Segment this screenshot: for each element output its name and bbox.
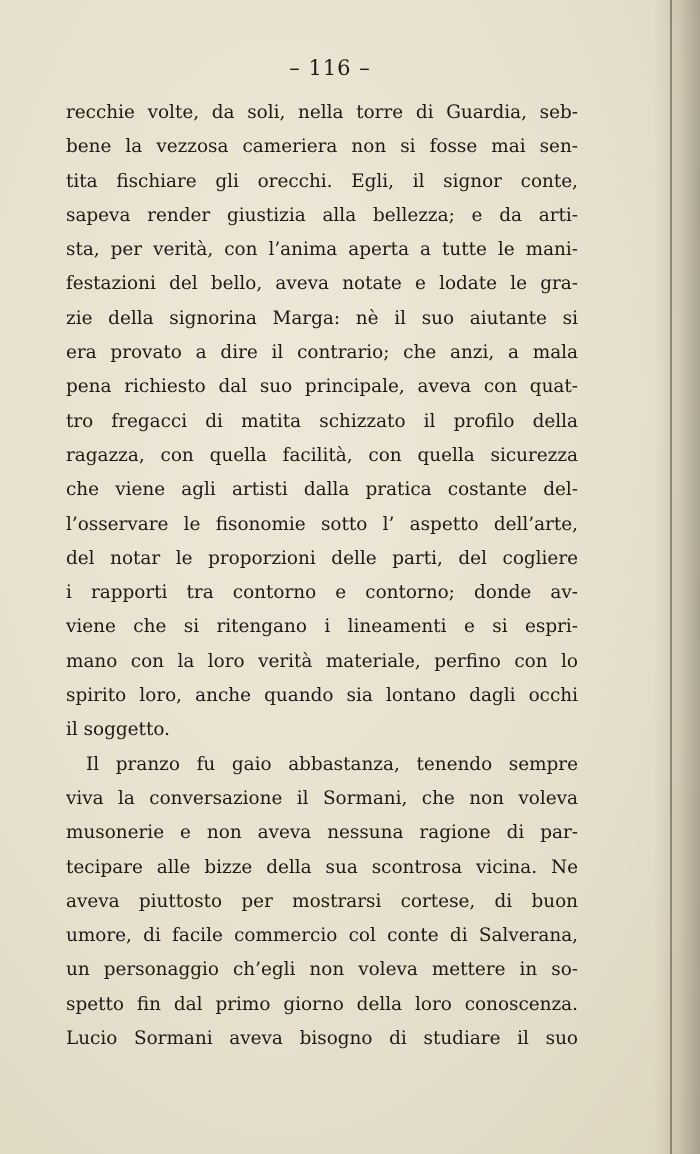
text-line: che viene agli artisti dalla pratica costante del- — [66, 479, 578, 501]
text-line: ragazza, con quella facilità, con quella sicurezza — [66, 444, 578, 466]
text-line: festazioni del bello, aveva notate e lodate le gra- — [66, 273, 578, 295]
text-line: Lucio Sormani aveva bisogno di studiare il suo — [66, 1028, 578, 1050]
text-line: zie della signorina Marga: nè il suo aiutante si — [66, 307, 578, 329]
text-line: spirito loro, anche quando sia lontano dagli occhi — [66, 685, 578, 707]
text-line: recchie volte, da soli, nella torre di Guardia, seb- — [66, 102, 578, 123]
text-line: tecipare alle bizze della sua scontrosa vicina. Ne — [66, 856, 578, 878]
text-line: Il pranzo fu gaio abbastanza, tenendo sempre — [86, 753, 578, 775]
text-line: sapeva render giustizia alla bellezza; e da arti- — [66, 204, 578, 226]
text-line: sta, per verità, con l’anima aperta a tutte le mani- — [66, 239, 578, 261]
text-line: tro fregacci di matita schizzato il profilo della — [66, 410, 578, 432]
text-line: del notar le proporzioni delle parti, del cogliere — [66, 547, 578, 569]
text-line: un personaggio ch’egli non voleva mettere in so- — [66, 959, 578, 981]
text-line: spetto fin dal primo giorno della loro conoscenza. — [66, 993, 578, 1015]
text-line: viva la conversazione il Sormani, che non voleva — [66, 787, 578, 809]
binding-shadow — [654, 0, 700, 1154]
text-line: l’osservare le fisonomie sotto l’ aspetto dell’arte, — [66, 513, 578, 535]
text-line: mano con la loro verità materiale, perfino con lo — [66, 650, 578, 672]
text-line: tita fischiare gli orecchi. Egli, il signor conte, — [66, 170, 578, 192]
text-line: musonerie e non aveva nessuna ragione di par- — [66, 822, 578, 844]
text-line: viene che si ritengano i lineamenti e si espri- — [66, 616, 578, 638]
binding-edge — [670, 0, 672, 1154]
text-line: umore, di facile commercio col conte di Salverana, — [66, 925, 578, 947]
body-text — [66, 96, 578, 1056]
page-number: – 116 – — [289, 56, 371, 80]
text-line: i rapporti tra contorno e contorno; donde av- — [66, 582, 578, 604]
text-line: era provato a dire il contrario; che anzi, a mala — [66, 342, 578, 364]
text-line: pena richiesto dal suo principale, aveva con quat- — [66, 376, 578, 398]
text-line: il soggetto. — [66, 719, 170, 741]
text-line: bene la vezzosa cameriera non si fosse mai sen- — [66, 136, 578, 158]
text-line: aveva piuttosto per mostrarsi cortese, di buon — [66, 890, 578, 912]
